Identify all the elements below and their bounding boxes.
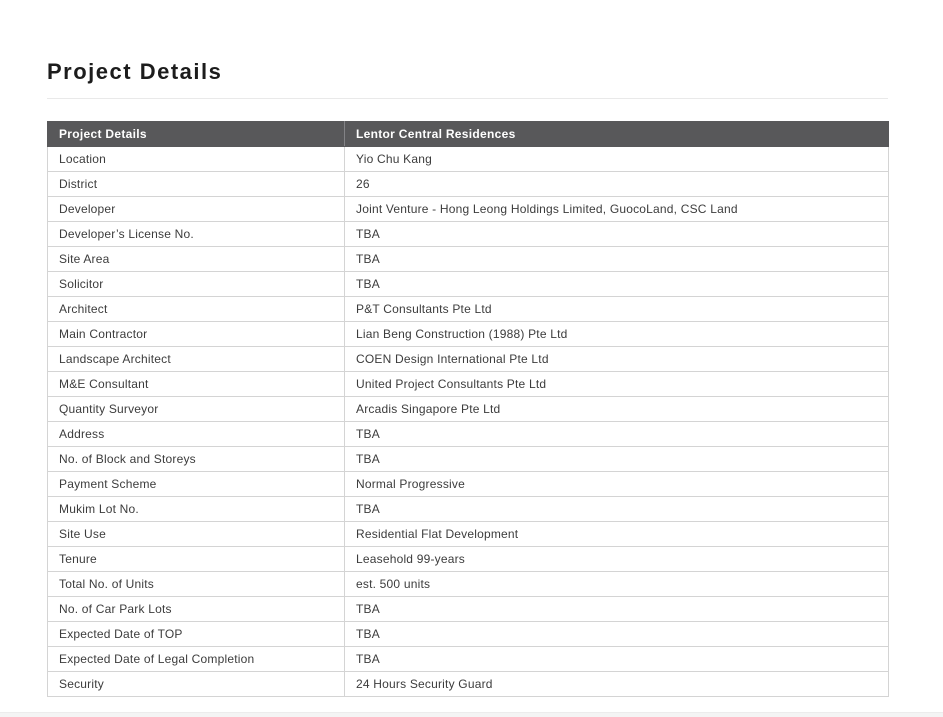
row-label: Mukim Lot No. <box>48 497 345 522</box>
row-label: Site Use <box>48 522 345 547</box>
table-row <box>48 272 889 297</box>
table-row <box>48 172 889 197</box>
table-row <box>48 372 889 397</box>
row-value: P&T Consultants Pte Ltd <box>345 297 889 322</box>
table-row <box>48 222 889 247</box>
row-label: Expected Date of Legal Completion <box>48 647 345 672</box>
row-value: TBA <box>345 647 889 672</box>
table-row <box>48 572 889 597</box>
row-label: District <box>48 172 345 197</box>
row-label: Main Contractor <box>48 322 345 347</box>
row-label: Address <box>48 422 345 447</box>
row-value: Leasehold 99-years <box>345 547 889 572</box>
row-label: Payment Scheme <box>48 472 345 497</box>
row-value: Normal Progressive <box>345 472 889 497</box>
row-value: United Project Consultants Pte Ltd <box>345 372 889 397</box>
row-value: TBA <box>345 447 889 472</box>
row-label: Total No. of Units <box>48 572 345 597</box>
table-row <box>48 647 889 672</box>
row-value: TBA <box>345 597 889 622</box>
row-value: Joint Venture - Hong Leong Holdings Limited, GuocoLand, CSC Land <box>345 197 889 222</box>
table-row <box>48 547 889 572</box>
row-label: Expected Date of TOP <box>48 622 345 647</box>
page-title: Project Details <box>47 59 223 84</box>
row-value: TBA <box>345 222 889 247</box>
table-row <box>48 497 889 522</box>
table-row <box>48 672 889 697</box>
row-label: No. of Car Park Lots <box>48 597 345 622</box>
table-row <box>48 197 889 222</box>
row-label: Landscape Architect <box>48 347 345 372</box>
table-header-row <box>48 122 889 147</box>
row-value: TBA <box>345 272 889 297</box>
table-body <box>48 147 889 697</box>
row-value: est. 500 units <box>345 572 889 597</box>
row-label: Location <box>48 147 345 172</box>
table-row <box>48 297 889 322</box>
row-label: Quantity Surveyor <box>48 397 345 422</box>
table-row <box>48 347 889 372</box>
row-label: M&E Consultant <box>48 372 345 397</box>
row-label: Solicitor <box>48 272 345 297</box>
table-row <box>48 247 889 272</box>
heading-divider <box>47 98 888 99</box>
row-label: Developer’s License No. <box>48 222 345 247</box>
row-label: Architect <box>48 297 345 322</box>
bottom-section-edge <box>0 712 943 717</box>
row-label: Tenure <box>48 547 345 572</box>
row-label: Security <box>48 672 345 697</box>
table-header-value-column: Lentor Central Residences <box>345 122 889 147</box>
table-row <box>48 597 889 622</box>
row-value: 26 <box>345 172 889 197</box>
row-value: Arcadis Singapore Pte Ltd <box>345 397 889 422</box>
row-value: 24 Hours Security Guard <box>345 672 889 697</box>
row-value: TBA <box>345 247 889 272</box>
row-label: No. of Block and Storeys <box>48 447 345 472</box>
row-value: TBA <box>345 422 889 447</box>
table-row <box>48 622 889 647</box>
row-value: COEN Design International Pte Ltd <box>345 347 889 372</box>
table-row <box>48 472 889 497</box>
row-label: Site Area <box>48 247 345 272</box>
table-row <box>48 422 889 447</box>
table-row <box>48 522 889 547</box>
row-value: Residential Flat Development <box>345 522 889 547</box>
table-row <box>48 447 889 472</box>
project-details-table <box>47 121 889 697</box>
table-header-label-column: Project Details <box>48 122 345 147</box>
table-row <box>48 147 889 172</box>
row-value: TBA <box>345 622 889 647</box>
row-label: Developer <box>48 197 345 222</box>
table-row <box>48 397 889 422</box>
row-value: Lian Beng Construction (1988) Pte Ltd <box>345 322 889 347</box>
row-value: TBA <box>345 497 889 522</box>
table-row <box>48 322 889 347</box>
row-value: Yio Chu Kang <box>345 147 889 172</box>
